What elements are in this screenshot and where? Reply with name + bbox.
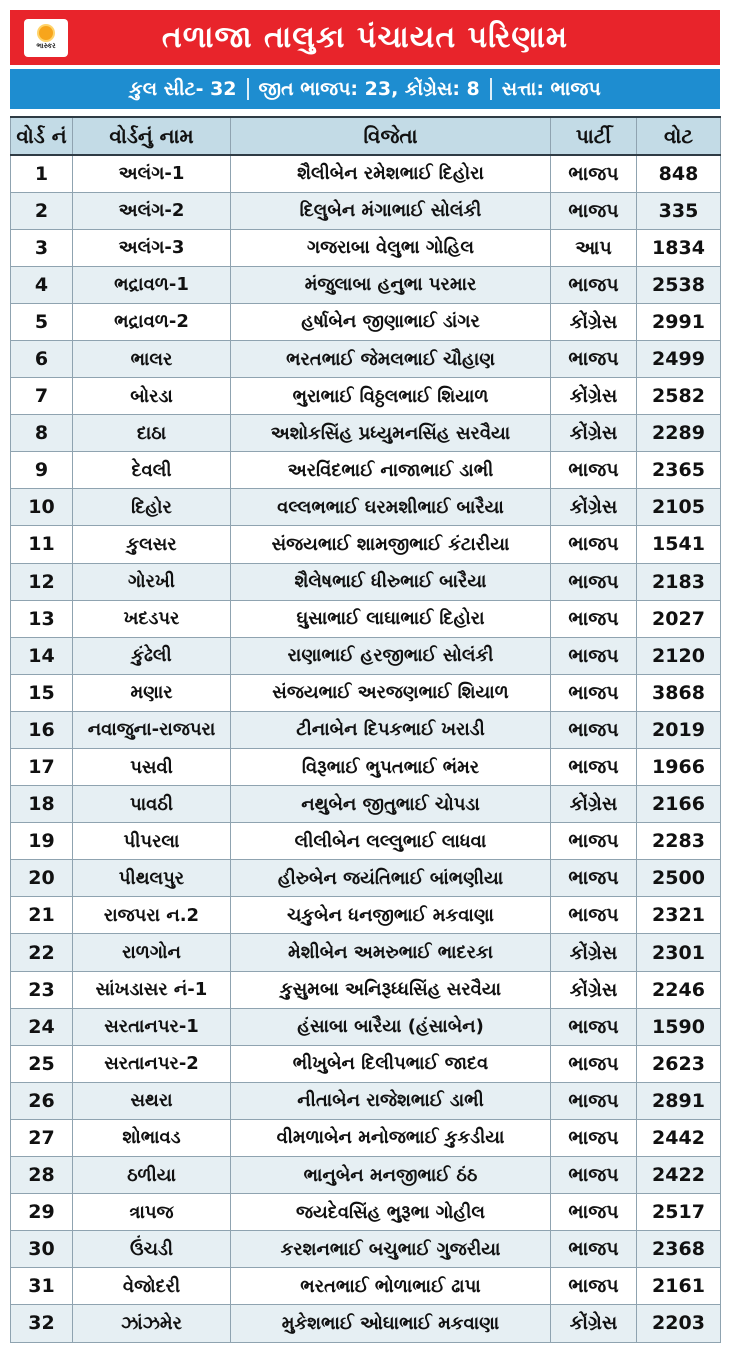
cell-votes: 3868 <box>637 674 721 711</box>
cell-party: ભાજપ <box>551 1231 637 1268</box>
cell-votes: 2623 <box>637 1045 721 1082</box>
cell-ward-name: મણાર <box>73 674 231 711</box>
cell-party: ભાજપ <box>551 1194 637 1231</box>
cell-winner: ભાનુબેન મનજીભાઈ ઠંઠ <box>231 1157 551 1194</box>
cell-party: આપ <box>551 229 637 266</box>
cell-winner: ચકુબેન ધનજીભાઈ મકવાણા <box>231 897 551 934</box>
cell-winner: ઘુસાભાઈ લાઘાભાઈ દિહોરા <box>231 600 551 637</box>
cell-votes: 2161 <box>637 1268 721 1305</box>
cell-party: ભાજપ <box>551 860 637 897</box>
results-table <box>10 116 721 1343</box>
cell-ward-no: 8 <box>11 415 73 452</box>
cell-party: ભાજપ <box>551 674 637 711</box>
cell-ward-no: 21 <box>11 897 73 934</box>
cell-winner: ભુરાભાઈ વિઠ્ઠલભાઈ શિયાળ <box>231 378 551 415</box>
table-row <box>11 1082 721 1119</box>
cell-winner: ભરતભાઈ જેમલભાઈ ચૌહાણ <box>231 340 551 377</box>
cell-ward-name: સરતાનપર-1 <box>73 1008 231 1045</box>
cell-ward-no: 16 <box>11 711 73 748</box>
cell-winner: મેશીબેન અમરુભાઈ ભાદરકા <box>231 934 551 971</box>
cell-votes: 1966 <box>637 749 721 786</box>
table-header-row <box>11 117 721 155</box>
cell-votes: 335 <box>637 192 721 229</box>
table-row <box>11 489 721 526</box>
cell-party: ભાજપ <box>551 897 637 934</box>
cell-winner: રાણાભાઈ હરજીભાઈ સોલંકી <box>231 637 551 674</box>
table-row <box>11 674 721 711</box>
column-header-votes: વોટ <box>637 117 721 155</box>
cell-ward-no: 11 <box>11 526 73 563</box>
cell-ward-no: 24 <box>11 1008 73 1045</box>
cell-party: ભાજપ <box>551 1045 637 1082</box>
cell-ward-no: 18 <box>11 786 73 823</box>
cell-votes: 2283 <box>637 823 721 860</box>
cell-party: ભાજપ <box>551 1157 637 1194</box>
cell-ward-name: પાવઠી <box>73 786 231 823</box>
cell-ward-name: સરતાનપર-2 <box>73 1045 231 1082</box>
table-row <box>11 749 721 786</box>
cell-ward-no: 26 <box>11 1082 73 1119</box>
cell-ward-name: પીપરલા <box>73 823 231 860</box>
sun-icon <box>39 26 53 40</box>
cell-ward-name: સાંખડાસર નં-1 <box>73 971 231 1008</box>
table-row <box>11 1119 721 1156</box>
table-row <box>11 266 721 303</box>
cell-ward-no: 5 <box>11 303 73 340</box>
cell-ward-name: ઠળીયા <box>73 1157 231 1194</box>
cell-ward-name: દેવલી <box>73 452 231 489</box>
cell-ward-name: કુલસર <box>73 526 231 563</box>
column-header-winner: વિજેતા <box>231 117 551 155</box>
cell-votes: 2321 <box>637 897 721 934</box>
divider <box>490 78 492 100</box>
cell-winner: કુસુમબા અનિરૂધ્ધસિંહ સરવૈયા <box>231 971 551 1008</box>
page-title: તળાજા તાલુકા પંચાયત પરિણામ <box>161 20 569 55</box>
cell-ward-no: 32 <box>11 1305 73 1342</box>
cell-winner: મુકેશભાઈ ઓઘાભાઈ મકવાણા <box>231 1305 551 1342</box>
cell-votes: 2517 <box>637 1194 721 1231</box>
table-row <box>11 786 721 823</box>
cell-party: ભાજપ <box>551 1082 637 1119</box>
cell-party: કોંગ્રેસ <box>551 971 637 1008</box>
cell-ward-name: બોરડા <box>73 378 231 415</box>
cell-party: કોંગ્રેસ <box>551 303 637 340</box>
cell-ward-no: 3 <box>11 229 73 266</box>
cell-votes: 2368 <box>637 1231 721 1268</box>
cell-votes: 2582 <box>637 378 721 415</box>
cell-party: ભાજપ <box>551 563 637 600</box>
cell-votes: 848 <box>637 155 721 192</box>
cell-ward-name: અલંગ-3 <box>73 229 231 266</box>
table-row <box>11 1045 721 1082</box>
cell-ward-name: રાજપરા ન.2 <box>73 897 231 934</box>
table-row <box>11 1194 721 1231</box>
cell-votes: 2499 <box>637 340 721 377</box>
cell-winner: મંજુલાબા હનુભા પરમાર <box>231 266 551 303</box>
cell-votes: 2246 <box>637 971 721 1008</box>
cell-votes: 2365 <box>637 452 721 489</box>
table-row <box>11 1268 721 1305</box>
cell-ward-name: પસવી <box>73 749 231 786</box>
cell-winner: નથુબેન જીતુભાઈ ચોપડા <box>231 786 551 823</box>
cell-winner: કરશનભાઈ બચુભાઈ ગુજરીયા <box>231 1231 551 1268</box>
cell-ward-no: 20 <box>11 860 73 897</box>
cell-ward-name: ઉંચડી <box>73 1231 231 1268</box>
cell-ward-name: ઝાંઝમેર <box>73 1305 231 1342</box>
cell-winner: હર્ષાબેન જીણાભાઈ ડાંગર <box>231 303 551 340</box>
cell-ward-no: 28 <box>11 1157 73 1194</box>
cell-ward-no: 17 <box>11 749 73 786</box>
cell-ward-name: ભદ્રાવળ-1 <box>73 266 231 303</box>
divider <box>247 78 249 100</box>
cell-ward-no: 9 <box>11 452 73 489</box>
cell-party: ભાજપ <box>551 526 637 563</box>
cell-votes: 2500 <box>637 860 721 897</box>
cell-winner: જયદેવસિંહ ભુરૂભા ગોહીલ <box>231 1194 551 1231</box>
cell-party: કોંગ્રેસ <box>551 378 637 415</box>
cell-party: કોંગ્રેસ <box>551 489 637 526</box>
column-header-ward-name: વોર્ડનું નામ <box>73 117 231 155</box>
cell-ward-no: 31 <box>11 1268 73 1305</box>
cell-party: ભાજપ <box>551 192 637 229</box>
table-row <box>11 303 721 340</box>
cell-winner: વિરૂભાઈ ભુપતભાઈ ભંમર <box>231 749 551 786</box>
page-header <box>10 10 720 65</box>
table-row <box>11 1008 721 1045</box>
table-row <box>11 600 721 637</box>
cell-votes: 2027 <box>637 600 721 637</box>
cell-ward-no: 4 <box>11 266 73 303</box>
cell-winner: ભરતભાઈ ભોળાભાઈ ઢાપા <box>231 1268 551 1305</box>
cell-ward-no: 29 <box>11 1194 73 1231</box>
cell-ward-no: 7 <box>11 378 73 415</box>
cell-ward-no: 23 <box>11 971 73 1008</box>
cell-votes: 1834 <box>637 229 721 266</box>
cell-ward-no: 13 <box>11 600 73 637</box>
cell-votes: 2422 <box>637 1157 721 1194</box>
cell-ward-no: 22 <box>11 934 73 971</box>
cell-party: ભાજપ <box>551 711 637 748</box>
table-row <box>11 1305 721 1342</box>
cell-ward-name: કુંઢેલી <box>73 637 231 674</box>
divya-bhaskar-logo <box>24 19 68 57</box>
cell-party: કોંગ્રેસ <box>551 415 637 452</box>
cell-winner: શૈલીબેન રમેશભાઈ દિહોરા <box>231 155 551 192</box>
table-row <box>11 1231 721 1268</box>
cell-ward-name: વેજોદરી <box>73 1268 231 1305</box>
table-row <box>11 192 721 229</box>
column-header-ward-no: વોર્ડ નં <box>11 117 73 155</box>
cell-ward-name: ભાલર <box>73 340 231 377</box>
cell-party: કોંગ્રેસ <box>551 786 637 823</box>
table-row <box>11 860 721 897</box>
cell-votes: 2166 <box>637 786 721 823</box>
win-counts: જીત ભાજપ: 23, કોંગ્રેસ: 8 <box>258 78 480 100</box>
table-row <box>11 823 721 860</box>
logo-text: ભાસ્કર <box>36 42 56 50</box>
cell-winner: વલ્લભભાઈ ઘરમશીભાઈ બારૈયા <box>231 489 551 526</box>
cell-ward-name: ખદડપર <box>73 600 231 637</box>
cell-party: ભાજપ <box>551 749 637 786</box>
cell-votes: 2105 <box>637 489 721 526</box>
cell-party: ભાજપ <box>551 155 637 192</box>
cell-party: ભાજપ <box>551 340 637 377</box>
cell-ward-no: 15 <box>11 674 73 711</box>
cell-ward-name: પીથલપુર <box>73 860 231 897</box>
cell-ward-name: દાઠા <box>73 415 231 452</box>
cell-party: ભાજપ <box>551 452 637 489</box>
cell-votes: 2891 <box>637 1082 721 1119</box>
cell-ward-no: 2 <box>11 192 73 229</box>
table-row <box>11 340 721 377</box>
cell-ward-name: શોભાવડ <box>73 1119 231 1156</box>
cell-party: કોંગ્રેસ <box>551 934 637 971</box>
table-row <box>11 637 721 674</box>
cell-winner: સંજયભાઈ અરજણભાઈ શિયાળ <box>231 674 551 711</box>
cell-party: ભાજપ <box>551 823 637 860</box>
cell-winner: સંજયભાઈ શામજીભાઈ કંટારીયા <box>231 526 551 563</box>
cell-votes: 2019 <box>637 711 721 748</box>
table-row <box>11 526 721 563</box>
cell-party: કોંગ્રેસ <box>551 1305 637 1342</box>
cell-winner: હીરુબેન જયંતિભાઈ બાંભણીયા <box>231 860 551 897</box>
cell-ward-no: 27 <box>11 1119 73 1156</box>
cell-party: ભાજપ <box>551 266 637 303</box>
cell-winner: દિલુબેન મંગાભાઈ સોલંકી <box>231 192 551 229</box>
table-row <box>11 563 721 600</box>
cell-party: ભાજપ <box>551 637 637 674</box>
cell-votes: 2301 <box>637 934 721 971</box>
cell-votes: 1541 <box>637 526 721 563</box>
cell-ward-name: અલંગ-2 <box>73 192 231 229</box>
cell-winner: હંસાબા બારૈયા (હંસાબેન) <box>231 1008 551 1045</box>
cell-ward-name: અલંગ-1 <box>73 155 231 192</box>
cell-party: ભાજપ <box>551 1008 637 1045</box>
summary-bar <box>10 67 720 109</box>
cell-ward-name: ગોરખી <box>73 563 231 600</box>
cell-votes: 2289 <box>637 415 721 452</box>
column-header-party: પાર્ટી <box>551 117 637 155</box>
cell-winner: ટીનાબેન દિપકભાઈ ખરાડી <box>231 711 551 748</box>
cell-votes: 2183 <box>637 563 721 600</box>
cell-ward-no: 1 <box>11 155 73 192</box>
cell-ward-no: 25 <box>11 1045 73 1082</box>
cell-ward-name: સથરા <box>73 1082 231 1119</box>
cell-ward-name: ભદ્રાવળ-2 <box>73 303 231 340</box>
table-row <box>11 155 721 192</box>
ruling-party: સત્તા: ભાજપ <box>501 78 601 100</box>
cell-ward-no: 19 <box>11 823 73 860</box>
cell-ward-name: નવાજુના-રાજપરા <box>73 711 231 748</box>
cell-winner: લીલીબેન લલ્લુભાઈ લાધવા <box>231 823 551 860</box>
table-row <box>11 897 721 934</box>
table-row <box>11 971 721 1008</box>
table-row <box>11 229 721 266</box>
cell-ward-no: 12 <box>11 563 73 600</box>
cell-winner: ગજરાબા વેલુભા ગોહિલ <box>231 229 551 266</box>
cell-party: ભાજપ <box>551 1119 637 1156</box>
cell-ward-no: 14 <box>11 637 73 674</box>
cell-winner: શૈલેષભાઈ ધીરુભાઈ બારૈયા <box>231 563 551 600</box>
cell-party: ભાજપ <box>551 600 637 637</box>
table-row <box>11 711 721 748</box>
cell-winner: નીતાબેન રાજેશભાઈ ડાભી <box>231 1082 551 1119</box>
table-row <box>11 452 721 489</box>
table-row <box>11 1157 721 1194</box>
cell-votes: 1590 <box>637 1008 721 1045</box>
table-row <box>11 934 721 971</box>
cell-votes: 2991 <box>637 303 721 340</box>
cell-ward-name: ત્રાપજ <box>73 1194 231 1231</box>
total-seats: કુલ સીટ- 32 <box>129 78 237 100</box>
cell-ward-name: રાળગોન <box>73 934 231 971</box>
cell-winner: અરવિંદભાઈ નાજાભાઈ ડાભી <box>231 452 551 489</box>
table-row <box>11 415 721 452</box>
cell-party: ભાજપ <box>551 1268 637 1305</box>
cell-ward-name: દિહોર <box>73 489 231 526</box>
cell-ward-no: 10 <box>11 489 73 526</box>
cell-ward-no: 6 <box>11 340 73 377</box>
table-row <box>11 378 721 415</box>
cell-winner: અશોકસિંહ પ્રધ્યુમનસિંહ સરવૈયા <box>231 415 551 452</box>
cell-winner: ભીખુબેન દિલીપભાઈ જાદવ <box>231 1045 551 1082</box>
cell-ward-no: 30 <box>11 1231 73 1268</box>
cell-votes: 2120 <box>637 637 721 674</box>
cell-votes: 2203 <box>637 1305 721 1342</box>
cell-votes: 2538 <box>637 266 721 303</box>
cell-winner: વીમળાબેન મનોજભાઈ કુકડીયા <box>231 1119 551 1156</box>
cell-votes: 2442 <box>637 1119 721 1156</box>
